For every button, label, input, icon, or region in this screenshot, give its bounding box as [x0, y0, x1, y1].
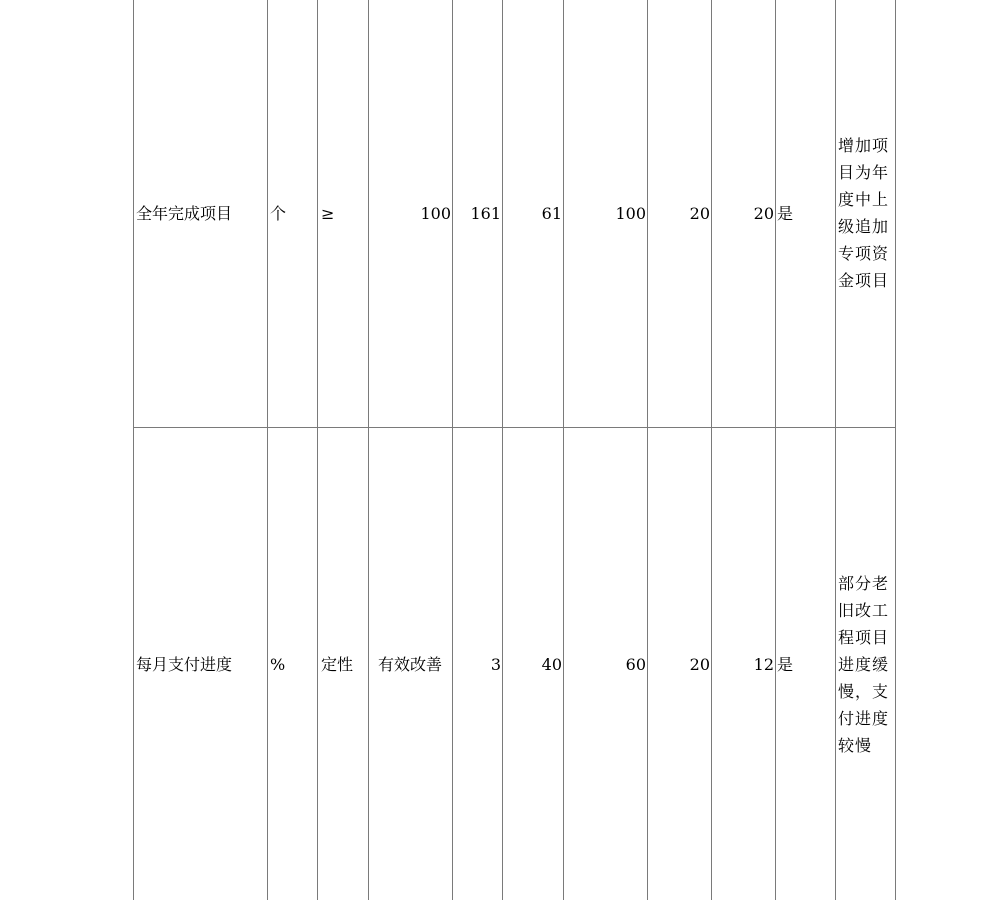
index-type-cell: 定性: [321, 655, 354, 674]
grid-line: [835, 0, 836, 900]
unit-cell: %: [270, 655, 286, 674]
row-divider: [133, 427, 896, 428]
grid-line: [711, 0, 712, 900]
grid-line: [317, 0, 318, 900]
grid-line: [502, 0, 503, 900]
unit-cell: 个: [270, 204, 287, 223]
grid-line: [133, 0, 134, 900]
score-value: 12: [753, 655, 774, 674]
weight-value: 20: [689, 204, 710, 223]
deviation-note: 部分老旧改工程项目进度缓慢，支付进度较慢: [838, 574, 890, 755]
completion-value: 61: [541, 204, 562, 223]
completion-value: 40: [541, 655, 562, 674]
grid-line: [647, 0, 648, 900]
score-value: 20: [753, 204, 774, 223]
actual-value: 3: [490, 655, 501, 674]
deviation-note: 增加项目为年度中上级追加专项资金项目: [838, 136, 890, 290]
score-rate-value: 60: [625, 655, 646, 674]
grid-line: [452, 0, 453, 900]
target-value: 100: [420, 204, 451, 223]
index-type-cell: ≥: [321, 204, 335, 223]
meets-target-cell: 是: [777, 655, 794, 674]
indicator-name: 全年完成项目: [136, 204, 233, 223]
indicator-name: 每月支付进度: [136, 655, 233, 674]
grid-line: [775, 0, 776, 900]
target-value: 有效改善: [378, 655, 443, 674]
score-rate-value: 100: [615, 204, 646, 223]
actual-value: 161: [470, 204, 501, 223]
grid-line: [563, 0, 564, 900]
grid-line: [368, 0, 369, 900]
grid-line: [267, 0, 268, 900]
weight-value: 20: [689, 655, 710, 674]
meets-target-cell: 是: [777, 204, 794, 223]
